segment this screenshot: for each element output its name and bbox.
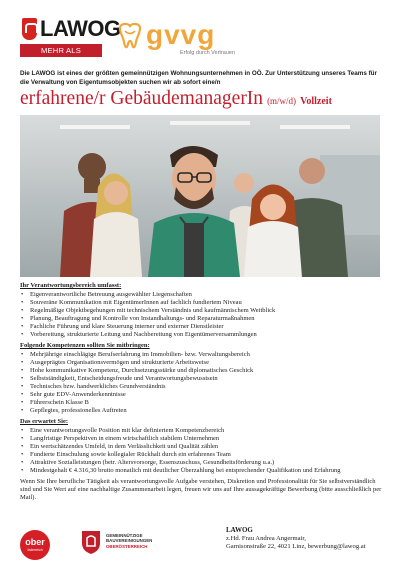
oberoesterreich-logo [20, 530, 50, 560]
list-item: • Souveräne Kommunikation mit EigentümerInnen auf fachlich fundiertem Niveau [20, 299, 382, 307]
contact-person: z.Hd. Frau Andrea Angermair, [226, 534, 306, 542]
gbv-line: GEMEINNÜTZIGE [106, 533, 143, 538]
list-item: • Mehrjährige einschlägige Berufserfahrung im Immobilien- bzw. Verwaltungsbereich [20, 351, 382, 359]
gbv-line: OBERÖSTERREICH [106, 543, 148, 549]
contact-organization: LAWOG [226, 526, 253, 534]
section-heading-competencies: Folgende Kompetenzen sollten Sie mitbringen: [20, 342, 150, 349]
list-item: • Hohe kommunikative Kompetenz, Durchsetzungsstärke und diplomatisches Geschick [20, 367, 382, 375]
gbv-emblem-icon [80, 529, 102, 555]
gvvg-name: gvvg [146, 19, 216, 50]
job-title-main: erfahrene/r GebäudemanagerIn [20, 88, 264, 109]
job-description [20, 282, 382, 502]
benefits-list [20, 427, 382, 475]
team-photo-illustration [20, 115, 380, 277]
list-item: • Eigenverantwortliche Betreuung ausgewählter Liegenschaften [20, 291, 382, 299]
list-item: • Führerschein Klasse B [20, 399, 382, 407]
gvvg-tooth-icon [114, 22, 146, 52]
oberoesterreich-logo-sub: österreich [27, 548, 43, 552]
job-employment-type: Vollzeit [300, 96, 332, 107]
list-item: • Gepflegtes, professionelles Auftreten [20, 407, 382, 415]
oberoesterreich-logo-word: ober [25, 537, 45, 547]
list-item: • Sehr gute EDV-Anwenderkenntnisse [20, 391, 382, 399]
list-item: • Technisches bzw. handwerkliches Grundverständnis [20, 383, 382, 391]
contact-address[interactable]: Garnisonstraße 22, 4021 Linz, bewerbung@lawog.at [226, 543, 366, 551]
section-heading-benefits: Das erwartet Sie: [20, 418, 69, 425]
list-item: • Fundierte Einschulung sowie kollegialer Rückhalt durch ein erfahrenes Team [20, 451, 382, 459]
list-item: • Vorbereitung, strukturierte Leitung und Nachbereitung von Eigentümerversammlungen [20, 331, 382, 339]
job-gender-note: (m/w/d) [267, 96, 297, 106]
list-item: • Mindestgehalt € 4.316,30 brutto monatlich mit deutlicher Überzahlung bei entsprechender Qualifikation und Erfahrung [20, 467, 382, 475]
list-item: • Selbstständigkeit, Entscheidungsfreude und Verantwortungsbewusstsein [20, 375, 382, 383]
section-heading-responsibilities: Ihr Verantwortungsbereich umfasst: [20, 282, 122, 289]
lawog-emblem-icon [22, 18, 37, 40]
closing-paragraph: Wenn Sie Ihre berufliche Tätigkeit als verantwortungsvolle Aufgabe verstehen, Diskretion und Professionalität für Sie selbstverständlich sind und Sie Wert auf eine nachhaltige Zusammenarbeit legen, freuen wir uns auf Ihre aussagekräftige Bewerbung (bitte ausschließlich per Mail). [20, 478, 382, 501]
list-item: • Langfristige Perspektiven in einem wirtschaftlich stabilem Unternehmen [20, 435, 382, 443]
list-item: • Planung, Beauftragung und Kontrolle von Instandhaltungs- und Reparaturmaßnahmen [20, 315, 382, 323]
team-photo [20, 115, 380, 277]
gvvg-logo [114, 20, 254, 60]
list-item: • Eine verantwortungsvolle Position mit klar definiertem Kompetenzbereich [20, 427, 382, 435]
contact-block [226, 526, 386, 552]
lawog-name: LAWOG [40, 16, 121, 41]
header [20, 14, 380, 68]
list-item: • Ein wertschätzendes Umfeld, in dem Verlässlichkeit und Qualität zählen [20, 443, 382, 451]
gvvg-tagline: Erfolg durch Vertrauen [180, 50, 236, 56]
responsibilities-list [20, 291, 382, 339]
gbv-logo-text [106, 533, 186, 549]
competencies-list [20, 351, 382, 415]
list-item: • Fachliche Führung und klare Steuerung interner und externer Dienstleister [20, 323, 382, 331]
lawog-logo [20, 14, 121, 68]
lawog-slogan: MEHR ALS GEWOHNT [20, 44, 102, 57]
job-title [20, 88, 390, 110]
list-item: • Regelmäßige Objektbegehungen mit technischem Verständnis und kaufmännischem Weitblick [20, 307, 382, 315]
gbv-line: BAUVEREINIGUNGEN [106, 538, 153, 544]
footer [20, 524, 380, 560]
list-item: • Ausgeprägtes Organisationsvermögen und strukturierte Arbeitsweise [20, 359, 382, 367]
intro-text: Die LAWOG ist eines der größten gemeinnützigen Wohnungsunternehmen in OÖ. Zur Unterstützung unseres Teams für die Verwaltung von Eigentumsobjekten suchen wir ab sofort eine/n [20, 70, 377, 86]
list-item: • Attraktive Sozialleistungen (betr. Altersvorsorge, Essenszuschuss, Gesundheitsförderung u.a.) [20, 459, 382, 467]
